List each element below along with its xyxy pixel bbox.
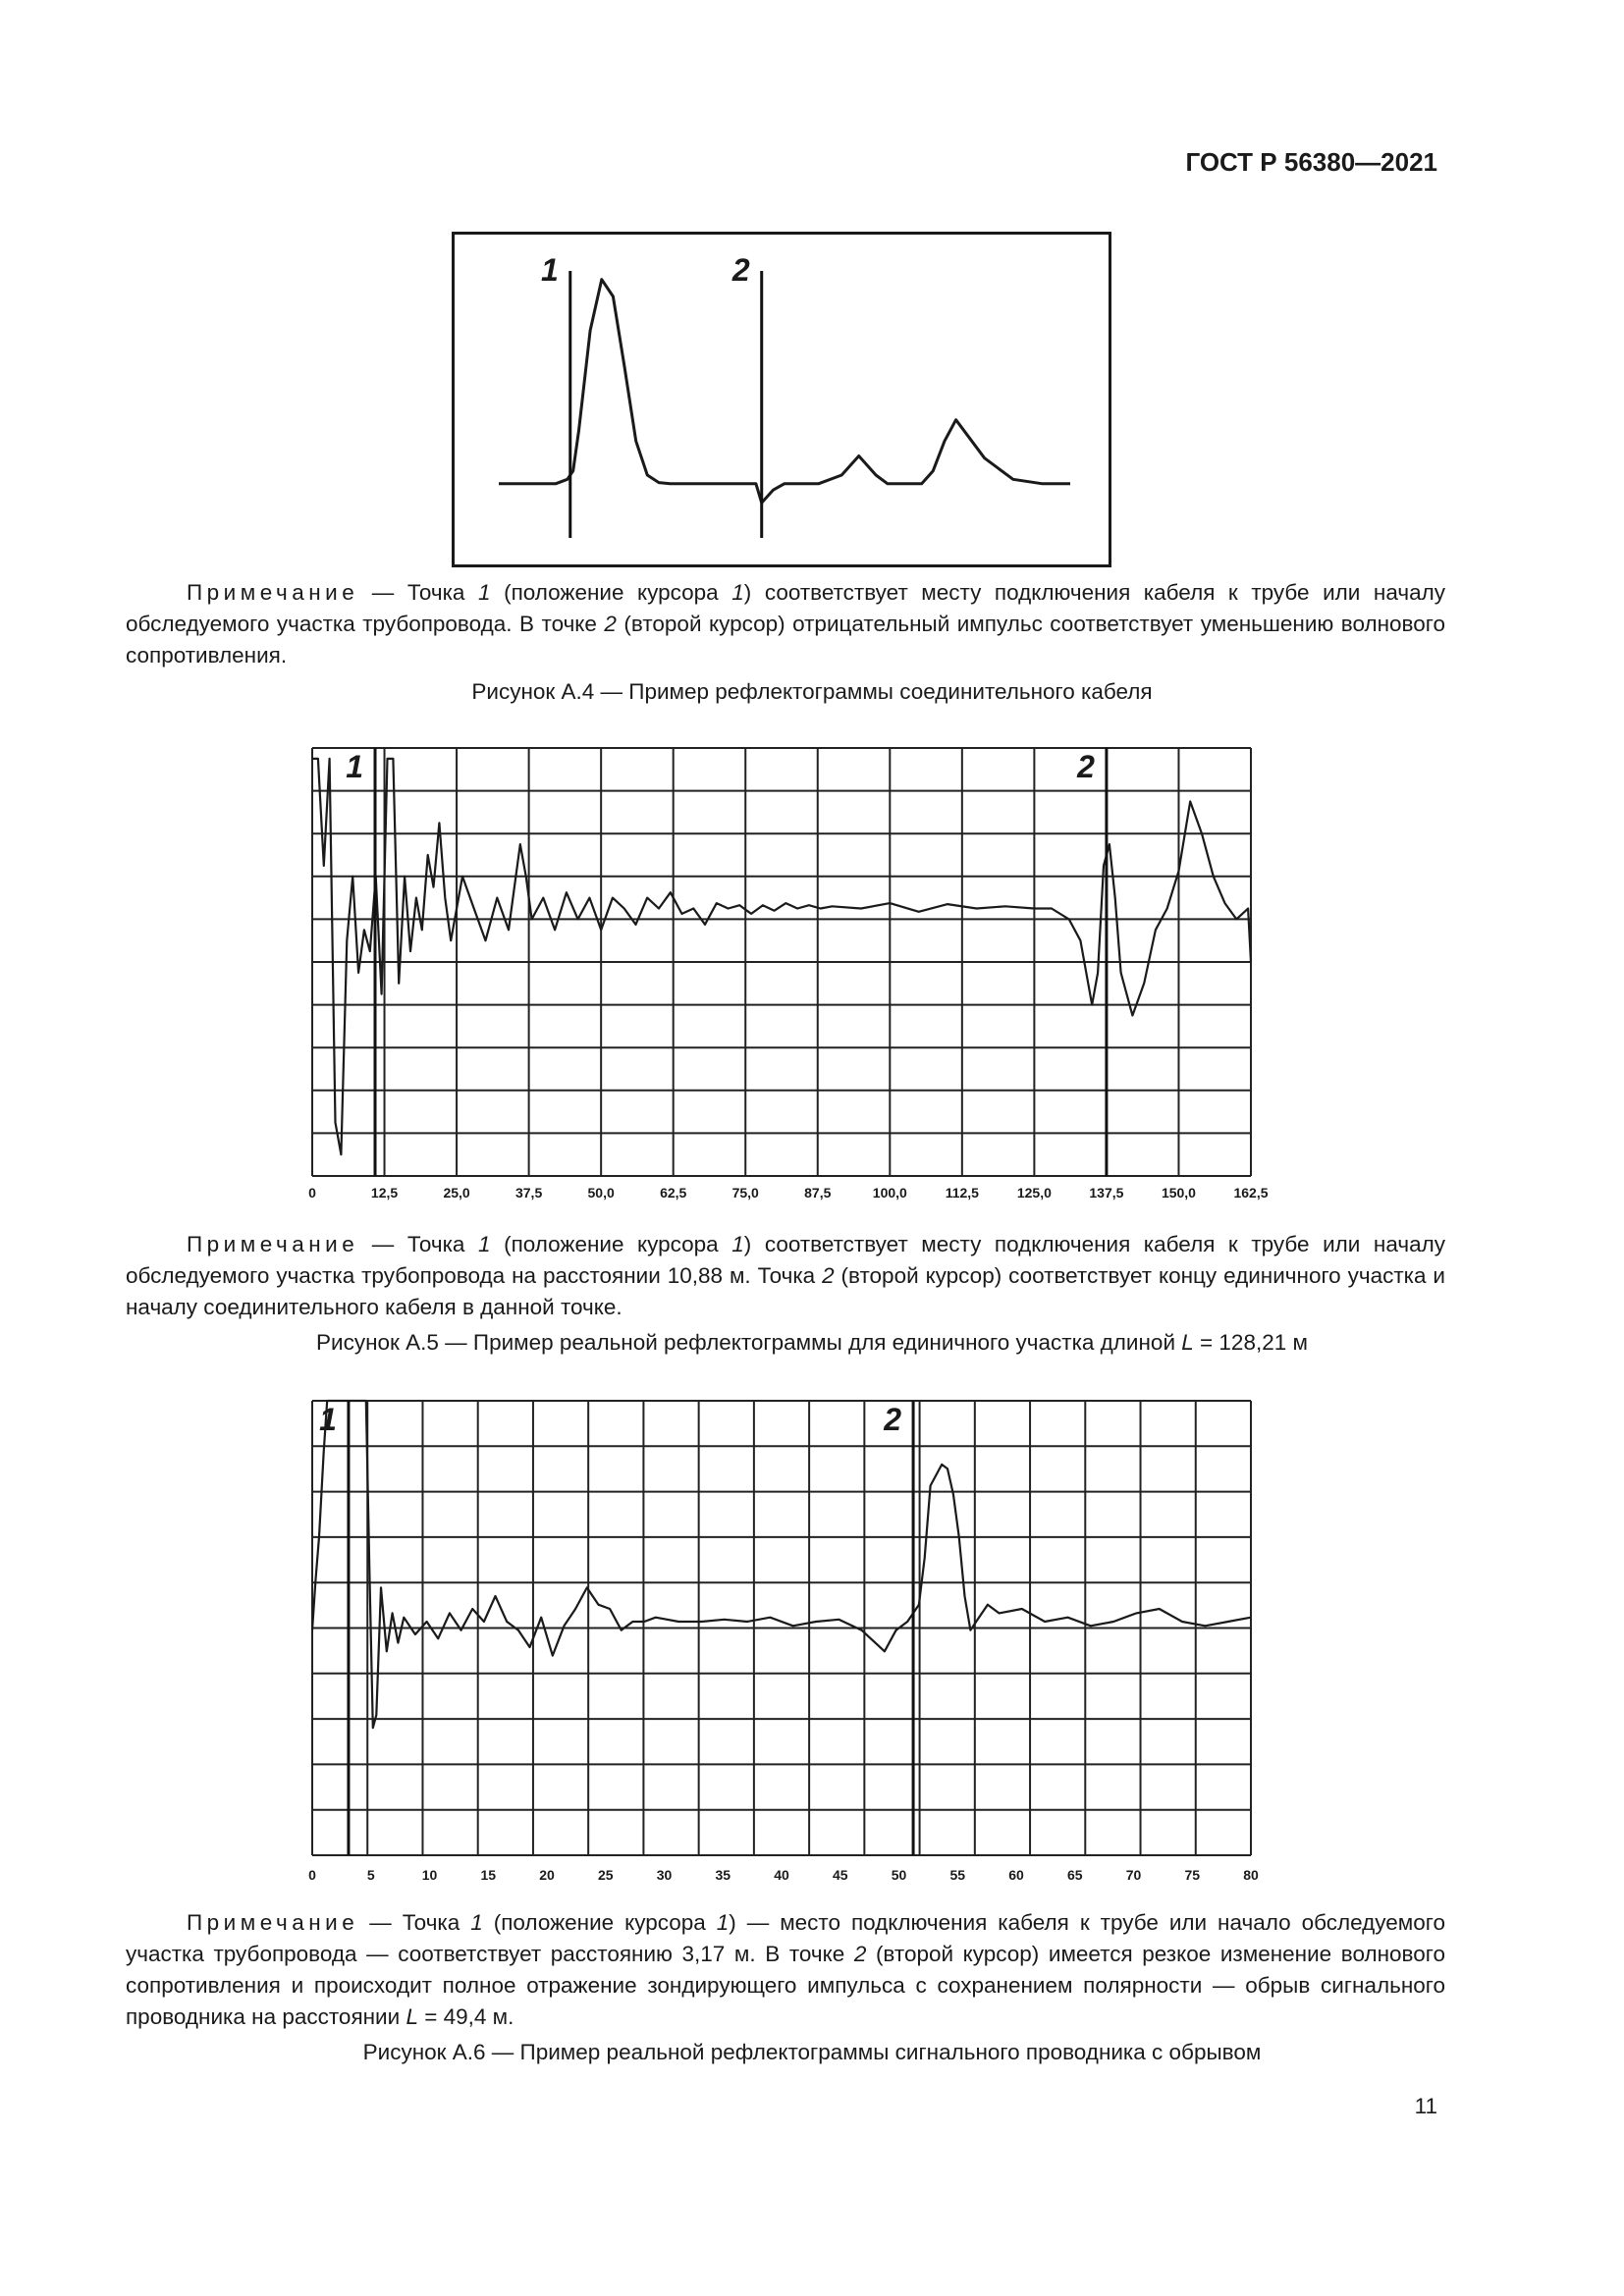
cursor-2-label: 2 <box>884 1402 902 1437</box>
x-tick-label: 62,5 <box>660 1185 687 1201</box>
figure-a4-reflectogram <box>452 232 1111 567</box>
cursor-1-label: 1 <box>319 1402 337 1437</box>
page-number: 11 <box>1414 2094 1437 2118</box>
x-tick-label: 80 <box>1243 1867 1259 1883</box>
figure-a4-note <box>126 577 1445 671</box>
note-text: Точка <box>402 1910 471 1935</box>
x-tick-label: 100,0 <box>872 1185 907 1201</box>
note-text: (положение курсора <box>482 1910 717 1935</box>
waveform-line <box>499 280 1070 504</box>
document-header: ГОСТ Р 56380—2021 <box>1185 147 1437 177</box>
note-text: ) соответствует месту подключения кабеля к трубе или началу обследуемого участка трубопровода. В точке <box>126 580 1445 636</box>
figure-a5-reflectogram <box>295 736 1269 1217</box>
waveform-line <box>312 759 1251 1154</box>
cursor-1-label: 1 <box>540 252 559 288</box>
note-text: ) соответствует месту подключения кабеля к трубе или началу обследуемого участка трубопровода на расстоянии 10,88 м. Точка <box>126 1232 1445 1288</box>
note-italic: 2 <box>604 612 617 636</box>
waveform-line <box>312 1401 1251 1728</box>
figure-a6-note <box>126 1907 1445 2033</box>
x-tick-label: 37,5 <box>514 1185 543 1201</box>
note-text: Точка <box>406 1232 478 1256</box>
note-text: (положение курсора <box>490 1232 732 1256</box>
note-italic: 1 <box>716 1910 730 1935</box>
note-italic: 1 <box>470 1910 483 1935</box>
x-tick-label: 35 <box>715 1867 731 1883</box>
x-tick-label: 12,5 <box>370 1185 399 1201</box>
x-tick-label: 137,5 <box>1089 1185 1124 1201</box>
note-text: ) — место подключения кабеля к трубе или начало обследуемого участка трубопровода — соответствует расстоянию 3,17 м. В точке <box>126 1910 1445 1966</box>
x-tick-label: 25 <box>597 1867 614 1883</box>
x-tick-label: 40 <box>774 1867 789 1883</box>
figure-a6-reflectogram <box>295 1389 1257 1895</box>
x-tick-label: 50,0 <box>587 1185 615 1201</box>
x-tick-label: 25,0 <box>443 1185 470 1201</box>
x-tick-label: 87,5 <box>804 1185 832 1201</box>
figure-a6-caption: Рисунок А.6 — Пример реальной рефлектограммы сигнального проводника с обрывом <box>362 2040 1262 2064</box>
note-text: (положение курсора <box>490 580 732 605</box>
x-tick-label: 150,0 <box>1161 1185 1196 1201</box>
figure-a5-note <box>126 1229 1445 1323</box>
x-tick-label: 0 <box>308 1185 316 1201</box>
note-prefix: Примечание <box>187 1910 359 1935</box>
x-tick-label: 125,0 <box>1016 1185 1052 1201</box>
note-italic: 1 <box>478 1232 491 1256</box>
x-tick-label: 10 <box>421 1867 438 1883</box>
caption-text: Рисунок А.5 — Пример реальной рефлектограммы для единичного участка длиной <box>316 1330 1182 1355</box>
note-dash: — <box>358 1910 403 1935</box>
note-text: = 49,4 м. <box>417 2004 514 2029</box>
x-tick-label: 70 <box>1125 1867 1142 1883</box>
x-tick-label: 50 <box>891 1867 907 1883</box>
note-text: (второй курсор) отрицательный импульс соответствует уменьшению волнового сопротивления. <box>126 612 1445 667</box>
x-tick-label: 30 <box>656 1867 673 1883</box>
cursor-2-label: 2 <box>1077 749 1095 784</box>
note-italic: 1 <box>731 1232 744 1256</box>
note-prefix: Примечание <box>187 580 359 605</box>
x-tick-label: 45 <box>832 1867 848 1883</box>
note-text: (второй курсор) соответствует концу единичного участка и началу соединительного кабеля в данной точке. <box>126 1263 1445 1319</box>
note-italic: 1 <box>478 580 491 605</box>
note-dash: — <box>358 580 407 605</box>
note-italic: L <box>406 2004 418 2029</box>
x-tick-label: 75,0 <box>731 1185 759 1201</box>
note-italic: 1 <box>731 580 744 605</box>
note-italic: 2 <box>853 1942 867 1966</box>
figure-a4-caption: Рисунок А.4 — Пример рефлектограммы соединительного кабеля <box>471 679 1153 704</box>
x-tick-label: 162,5 <box>1233 1185 1269 1201</box>
x-tick-label: 0 <box>308 1867 316 1883</box>
note-italic: 2 <box>822 1263 835 1288</box>
x-tick-label: 15 <box>480 1867 497 1883</box>
note-text: Точка <box>406 580 478 605</box>
x-tick-label: 112,5 <box>945 1185 979 1201</box>
figure-a5-caption <box>0 1330 1624 1356</box>
caption-text: = 128,21 м <box>1193 1330 1308 1355</box>
x-tick-label: 20 <box>539 1867 555 1883</box>
cursor-2-label: 2 <box>731 252 750 288</box>
cursor-1-label: 1 <box>346 749 364 784</box>
x-tick-label: 5 <box>366 1867 375 1883</box>
note-dash: — <box>358 1232 407 1256</box>
caption-italic: L <box>1181 1330 1194 1355</box>
note-text: (второй курсор) имеется резкое изменение волнового сопротивления и происходит полное отражение зондирующего импульса с сохранением полярности — обрыв сигнального проводника на расстоянии <box>126 1942 1445 2029</box>
x-tick-label: 65 <box>1066 1867 1083 1883</box>
x-tick-label: 55 <box>949 1867 966 1883</box>
x-tick-label: 60 <box>1008 1867 1024 1883</box>
note-prefix: Примечание <box>187 1232 359 1256</box>
x-tick-label: 75 <box>1184 1867 1201 1883</box>
